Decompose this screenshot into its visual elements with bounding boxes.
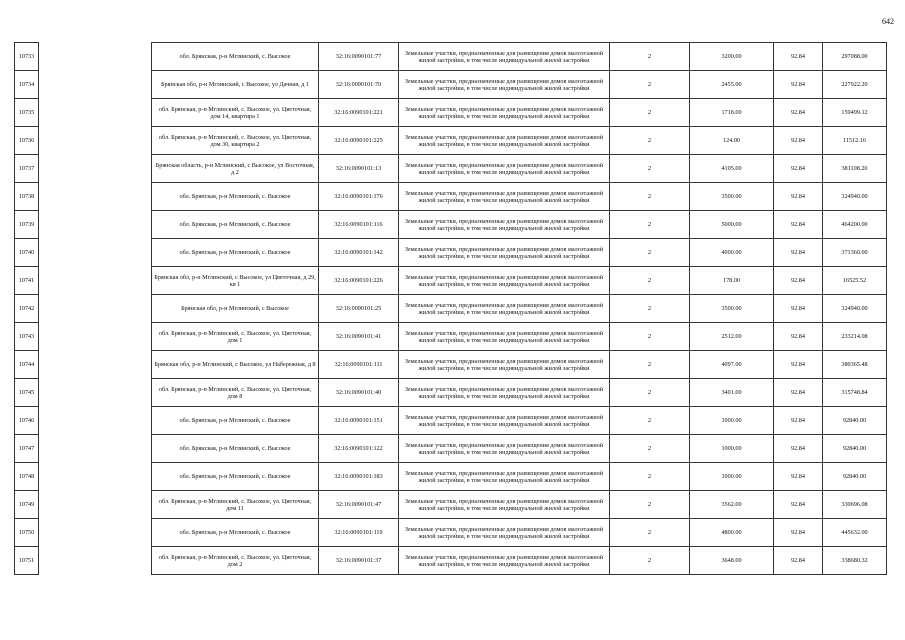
- row-number-cell: 10740: [15, 239, 39, 267]
- cadastral-value-cell: 371360.00: [823, 239, 887, 267]
- table-row: [15, 155, 887, 183]
- area-cell: 178.00: [690, 267, 774, 295]
- permitted-use-cell: Земельные участки, предназначенные для размещения домов малоэтажной жилой застройки, в том числе индивидуальной жилой застройки: [399, 43, 610, 71]
- category-cell: 2: [610, 463, 690, 491]
- area-cell: 4000.00: [690, 239, 774, 267]
- address-cell: обл. Брянская, р-н Мглинский, с. Высокое, ул. Цветочная, дом 11: [152, 491, 319, 519]
- row-number-cell: 10733: [15, 43, 39, 71]
- category-cell: 2: [610, 519, 690, 547]
- category-cell: 2: [610, 323, 690, 351]
- area-cell: 2512.00: [690, 323, 774, 351]
- rate-cell: 92.84: [774, 127, 823, 155]
- address-cell: обл. Брянская, р-н Мглинский, с. Высокое, ул. Цветочная, дом 14, квартира 1: [152, 99, 319, 127]
- cadastral-number-cell: 32:16:0090101:151: [319, 407, 399, 435]
- category-cell: 2: [610, 239, 690, 267]
- cadastral-value-cell: 16525.52: [823, 267, 887, 295]
- table-row: [15, 323, 887, 351]
- cadastral-value-cell: 92840.00: [823, 463, 887, 491]
- blank-gap-cell: [39, 127, 152, 155]
- table-row: [15, 99, 887, 127]
- blank-gap-cell: [39, 323, 152, 351]
- permitted-use-cell: Земельные участки, предназначенные для размещения домов малоэтажной жилой застройки, в том числе индивидуальной жилой застройки: [399, 211, 610, 239]
- table-row: [15, 183, 887, 211]
- permitted-use-cell: Земельные участки, предназначенные для размещения домов малоэтажной жилой застройки, в том числе индивидуальной жилой застройки: [399, 519, 610, 547]
- category-cell: 2: [610, 71, 690, 99]
- blank-gap-cell: [39, 183, 152, 211]
- permitted-use-cell: Земельные участки, предназначенные для размещения домов малоэтажной жилой застройки, в том числе индивидуальной жилой застройки: [399, 99, 610, 127]
- category-cell: 2: [610, 267, 690, 295]
- blank-gap-cell: [39, 211, 152, 239]
- table-row: [15, 351, 887, 379]
- category-cell: 2: [610, 211, 690, 239]
- cadastral-number-cell: 32:16:0090101:122: [319, 435, 399, 463]
- table-row: [15, 379, 887, 407]
- area-cell: 3200.00: [690, 43, 774, 71]
- cadastral-value-cell: 324940.00: [823, 295, 887, 323]
- row-number-cell: 10751: [15, 547, 39, 575]
- cadastral-value-cell: 324940.00: [823, 183, 887, 211]
- permitted-use-cell: Земельные участки, предназначенные для размещения домов малоэтажной жилой застройки, в том числе индивидуальной жилой застройки: [399, 547, 610, 575]
- cadastral-number-cell: 32:16:0090101:119: [319, 519, 399, 547]
- blank-gap-cell: [39, 435, 152, 463]
- cadastral-value-cell: 380365.48: [823, 351, 887, 379]
- table-row: [15, 519, 887, 547]
- rate-cell: 92.84: [774, 155, 823, 183]
- rate-cell: 92.84: [774, 407, 823, 435]
- table-row: [15, 267, 887, 295]
- cadastral-number-cell: 32:16:0090101:37: [319, 547, 399, 575]
- rate-cell: 92.84: [774, 323, 823, 351]
- address-cell: Брянская обл, р-н Мглинский, с Высокое, ул Цветочная, д 29, кв 1: [152, 267, 319, 295]
- rate-cell: 92.84: [774, 379, 823, 407]
- area-cell: 3648.00: [690, 547, 774, 575]
- rate-cell: 92.84: [774, 547, 823, 575]
- permitted-use-cell: Земельные участки, предназначенные для размещения домов малоэтажной жилой застройки, в том числе индивидуальной жилой застройки: [399, 183, 610, 211]
- area-cell: 3562.00: [690, 491, 774, 519]
- area-cell: 3500.00: [690, 295, 774, 323]
- area-cell: 5000.00: [690, 211, 774, 239]
- cadastral-value-cell: 227922.20: [823, 71, 887, 99]
- row-number-cell: 10744: [15, 351, 39, 379]
- blank-gap-cell: [39, 491, 152, 519]
- table-row: [15, 491, 887, 519]
- category-cell: 2: [610, 351, 690, 379]
- category-cell: 2: [610, 407, 690, 435]
- rate-cell: 92.84: [774, 183, 823, 211]
- land-plot-table: [14, 42, 887, 575]
- area-cell: 3500.00: [690, 183, 774, 211]
- address-cell: Брянская обл, р-н Мглинский, с Высокое: [152, 295, 319, 323]
- cadastral-number-cell: 32:16:0090101:226: [319, 267, 399, 295]
- blank-gap-cell: [39, 99, 152, 127]
- address-cell: обл. Брянская, р-н Мглинский, с. Высокое: [152, 43, 319, 71]
- cadastral-number-cell: 32:16:0090101:47: [319, 491, 399, 519]
- row-number-cell: 10734: [15, 71, 39, 99]
- area-cell: 1000.00: [690, 435, 774, 463]
- cadastral-value-cell: 338680.32: [823, 547, 887, 575]
- rate-cell: 92.84: [774, 295, 823, 323]
- blank-gap-cell: [39, 71, 152, 99]
- table-row: [15, 127, 887, 155]
- blank-gap-cell: [39, 351, 152, 379]
- address-cell: обл. Брянская, р-н Мглинский, с. Высокое: [152, 211, 319, 239]
- cadastral-value-cell: 159499.12: [823, 99, 887, 127]
- address-cell: обл. Брянская, р-н Мглинский, с. Высокое, ул. Цветочная, дом 30, квартира 2: [152, 127, 319, 155]
- permitted-use-cell: Земельные участки, предназначенные для размещения домов малоэтажной жилой застройки, в том числе индивидуальной жилой застройки: [399, 379, 610, 407]
- rate-cell: 92.84: [774, 463, 823, 491]
- category-cell: 2: [610, 435, 690, 463]
- category-cell: 2: [610, 127, 690, 155]
- table-row: [15, 43, 887, 71]
- row-number-cell: 10746: [15, 407, 39, 435]
- permitted-use-cell: Земельные участки, предназначенные для размещения домов малоэтажной жилой застройки, в том числе индивидуальной жилой застройки: [399, 267, 610, 295]
- permitted-use-cell: Земельные участки, предназначенные для размещения домов малоэтажной жилой застройки, в том числе индивидуальной жилой застройки: [399, 407, 610, 435]
- cadastral-value-cell: 464200.00: [823, 211, 887, 239]
- cadastral-value-cell: 11512.16: [823, 127, 887, 155]
- row-number-cell: 10735: [15, 99, 39, 127]
- address-cell: обл. Брянская, р-н Мглинский, с. Высокое: [152, 183, 319, 211]
- permitted-use-cell: Земельные участки, предназначенные для размещения домов малоэтажной жилой застройки, в том числе индивидуальной жилой застройки: [399, 491, 610, 519]
- area-cell: 1000.00: [690, 463, 774, 491]
- row-number-cell: 10747: [15, 435, 39, 463]
- cadastral-value-cell: 92840.00: [823, 407, 887, 435]
- cadastral-number-cell: 32:16:0090101:176: [319, 183, 399, 211]
- page-number: 642: [882, 17, 894, 26]
- cadastral-number-cell: 32:16:0090101:41: [319, 323, 399, 351]
- address-cell: обл. Брянская, р-н Мглинский, с. Высокое: [152, 463, 319, 491]
- address-cell: обл. Брянская, р-н Мглинский, с. Высокое: [152, 519, 319, 547]
- row-number-cell: 10736: [15, 127, 39, 155]
- category-cell: 2: [610, 295, 690, 323]
- permitted-use-cell: Земельные участки, предназначенные для размещения домов малоэтажной жилой застройки, в том числе индивидуальной жилой застройки: [399, 127, 610, 155]
- row-number-cell: 10743: [15, 323, 39, 351]
- blank-gap-cell: [39, 43, 152, 71]
- blank-gap-cell: [39, 547, 152, 575]
- rate-cell: 92.84: [774, 239, 823, 267]
- cadastral-value-cell: 315748.84: [823, 379, 887, 407]
- category-cell: 2: [610, 547, 690, 575]
- table-row: [15, 71, 887, 99]
- area-cell: 1718.00: [690, 99, 774, 127]
- row-number-cell: 10748: [15, 463, 39, 491]
- address-cell: обл. Брянская, р-н Мглинский, с. Высокое: [152, 435, 319, 463]
- table-row: [15, 407, 887, 435]
- cadastral-number-cell: 32:16:0090101:13: [319, 155, 399, 183]
- cadastral-value-cell: 330696.08: [823, 491, 887, 519]
- area-cell: 4105.00: [690, 155, 774, 183]
- rate-cell: 92.84: [774, 43, 823, 71]
- row-number-cell: 10749: [15, 491, 39, 519]
- cadastral-number-cell: 32:16:0090101:70: [319, 71, 399, 99]
- cadastral-number-cell: 32:16:0090101:142: [319, 239, 399, 267]
- category-cell: 2: [610, 43, 690, 71]
- table-row: [15, 463, 887, 491]
- cadastral-number-cell: 32:16:0090101:225: [319, 127, 399, 155]
- cadastral-number-cell: 32:16:0090101:77: [319, 43, 399, 71]
- permitted-use-cell: Земельные участки, предназначенные для размещения домов малоэтажной жилой застройки, в том числе индивидуальной жилой застройки: [399, 351, 610, 379]
- blank-gap-cell: [39, 379, 152, 407]
- permitted-use-cell: Земельные участки, предназначенные для размещения домов малоэтажной жилой застройки, в том числе индивидуальной жилой застройки: [399, 435, 610, 463]
- row-number-cell: 10742: [15, 295, 39, 323]
- address-cell: обл. Брянская, р-н Мглинский, с. Высокое, ул. Цветочная, дом 8: [152, 379, 319, 407]
- area-cell: 1000.00: [690, 407, 774, 435]
- cadastral-number-cell: 32:16:0090101:111: [319, 351, 399, 379]
- cadastral-number-cell: 32:16:0090101:116: [319, 211, 399, 239]
- permitted-use-cell: Земельные участки, предназначенные для размещения домов малоэтажной жилой застройки, в том числе индивидуальной жилой застройки: [399, 463, 610, 491]
- address-cell: обл. Брянская, р-н Мглинский, с. Высокое: [152, 239, 319, 267]
- cadastral-number-cell: 32:16:0090101:25: [319, 295, 399, 323]
- area-cell: 124.00: [690, 127, 774, 155]
- cadastral-value-cell: 381108.20: [823, 155, 887, 183]
- row-number-cell: 10750: [15, 519, 39, 547]
- cadastral-value-cell: 445632.00: [823, 519, 887, 547]
- rate-cell: 92.84: [774, 211, 823, 239]
- table-row: [15, 547, 887, 575]
- table-row: [15, 239, 887, 267]
- table-row: [15, 295, 887, 323]
- address-cell: Брянская область, р-н Мглинский, с Высокое, ул Восточная, д 2: [152, 155, 319, 183]
- cadastral-value-cell: 297088.00: [823, 43, 887, 71]
- cadastral-number-cell: 32:16:0090101:183: [319, 463, 399, 491]
- category-cell: 2: [610, 183, 690, 211]
- blank-gap-cell: [39, 295, 152, 323]
- address-cell: обл. Брянская, р-н Мглинский, с. Высокое, ул. Цветочная, дом 2: [152, 547, 319, 575]
- row-number-cell: 10739: [15, 211, 39, 239]
- address-cell: Брянская обл, р-н Мглинский, с Высокое, ул Набережная, д 8: [152, 351, 319, 379]
- rate-cell: 92.84: [774, 435, 823, 463]
- cadastral-value-cell: 233214.08: [823, 323, 887, 351]
- category-cell: 2: [610, 491, 690, 519]
- address-cell: обл. Брянская, р-н Мглинский, с. Высокое, ул. Цветочная, дом 1: [152, 323, 319, 351]
- cadastral-value-cell: 92840.00: [823, 435, 887, 463]
- category-cell: 2: [610, 155, 690, 183]
- area-cell: 4800.00: [690, 519, 774, 547]
- blank-gap-cell: [39, 239, 152, 267]
- rate-cell: 92.84: [774, 71, 823, 99]
- permitted-use-cell: Земельные участки, предназначенные для размещения домов малоэтажной жилой застройки, в том числе индивидуальной жилой застройки: [399, 155, 610, 183]
- area-cell: 3401.00: [690, 379, 774, 407]
- permitted-use-cell: Земельные участки, предназначенные для размещения домов малоэтажной жилой застройки, в том числе индивидуальной жилой застройки: [399, 295, 610, 323]
- blank-gap-cell: [39, 267, 152, 295]
- rate-cell: 92.84: [774, 99, 823, 127]
- rate-cell: 92.84: [774, 491, 823, 519]
- rate-cell: 92.84: [774, 519, 823, 547]
- row-number-cell: 10745: [15, 379, 39, 407]
- table-row: [15, 435, 887, 463]
- row-number-cell: 10738: [15, 183, 39, 211]
- permitted-use-cell: Земельные участки, предназначенные для размещения домов малоэтажной жилой застройки, в том числе индивидуальной жилой застройки: [399, 323, 610, 351]
- blank-gap-cell: [39, 155, 152, 183]
- rate-cell: 92.84: [774, 351, 823, 379]
- cadastral-number-cell: 32:16:0090101:221: [319, 99, 399, 127]
- rate-cell: 92.84: [774, 267, 823, 295]
- table-body: [15, 43, 887, 575]
- area-cell: 4097.00: [690, 351, 774, 379]
- address-cell: Брянская обл, р-н Мглинский, с Высокое, ул Дачная, д 1: [152, 71, 319, 99]
- permitted-use-cell: Земельные участки, предназначенные для размещения домов малоэтажной жилой застройки, в том числе индивидуальной жилой застройки: [399, 71, 610, 99]
- cadastral-number-cell: 32:16:0090101:40: [319, 379, 399, 407]
- category-cell: 2: [610, 379, 690, 407]
- row-number-cell: 10737: [15, 155, 39, 183]
- table-row: [15, 211, 887, 239]
- permitted-use-cell: Земельные участки, предназначенные для размещения домов малоэтажной жилой застройки, в том числе индивидуальной жилой застройки: [399, 239, 610, 267]
- area-cell: 2455.00: [690, 71, 774, 99]
- address-cell: обл. Брянская, р-н Мглинский, с. Высокое: [152, 407, 319, 435]
- category-cell: 2: [610, 99, 690, 127]
- blank-gap-cell: [39, 407, 152, 435]
- blank-gap-cell: [39, 519, 152, 547]
- row-number-cell: 10741: [15, 267, 39, 295]
- blank-gap-cell: [39, 463, 152, 491]
